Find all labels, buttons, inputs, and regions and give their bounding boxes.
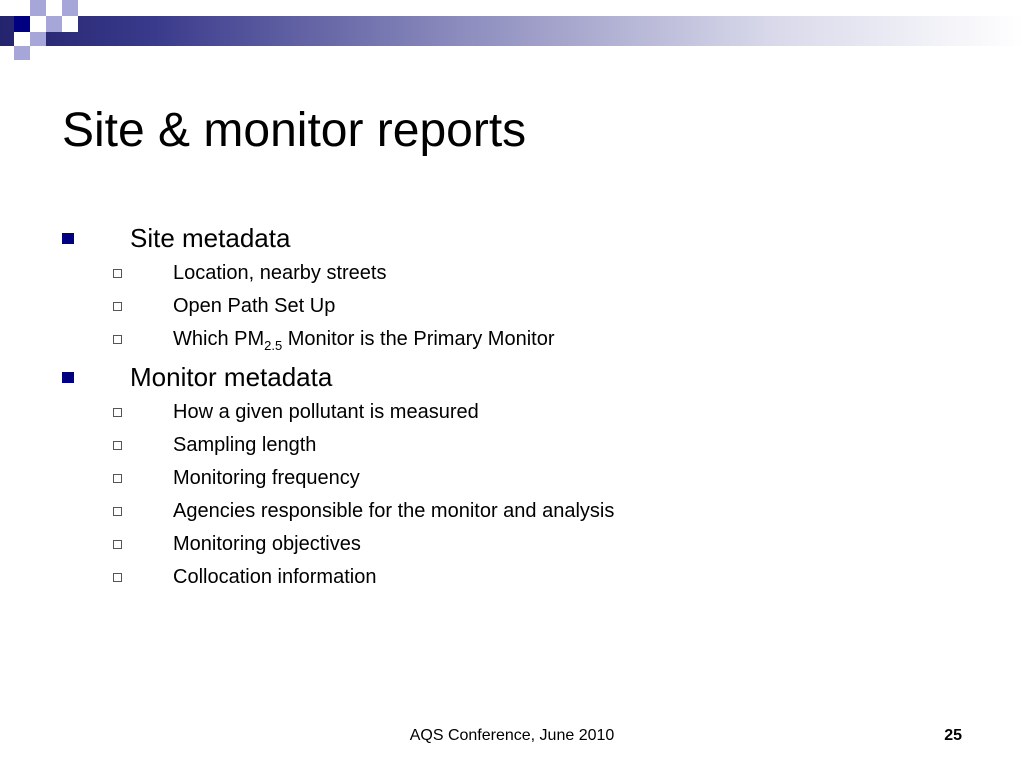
subscript: 2.5: [264, 338, 283, 353]
list-item-text: Monitoring frequency: [173, 467, 360, 489]
hollow-square-icon: [113, 408, 122, 417]
hollow-square-icon: [113, 474, 122, 483]
hollow-square-icon: [113, 507, 122, 516]
list-item-text: Location, nearby streets: [173, 262, 387, 284]
hollow-square-icon: [113, 540, 122, 549]
list-item-text: Monitoring objectives: [173, 533, 361, 555]
list-item-text: Collocation information: [173, 566, 377, 588]
slide-title: Site & monitor reports: [62, 104, 527, 157]
list-item-text: Sampling length: [173, 434, 317, 456]
list-item-text: Open Path Set Up: [173, 295, 336, 317]
hollow-square-icon: [113, 302, 122, 311]
slide-number: 25: [944, 727, 962, 744]
filled-square-icon: [62, 372, 74, 383]
hollow-square-icon: [113, 335, 122, 344]
list-item-text-post: Monitor is the Primary Monitor: [282, 328, 555, 350]
list-item-text-pre: Which PM: [173, 328, 265, 350]
hollow-square-icon: [113, 441, 122, 450]
list-item-text: Agencies responsible for the monitor and analysis: [173, 500, 615, 522]
section-label: Monitor metadata: [130, 362, 333, 392]
list-item-text: How a given pollutant is measured: [173, 401, 479, 423]
hollow-square-icon: [113, 269, 122, 278]
section-label: Site metadata: [130, 223, 291, 253]
hollow-square-icon: [113, 573, 122, 582]
list-item-text: [173, 327, 555, 351]
footer-text: AQS Conference, June 2010: [409, 727, 615, 744]
filled-square-icon: [62, 233, 74, 244]
